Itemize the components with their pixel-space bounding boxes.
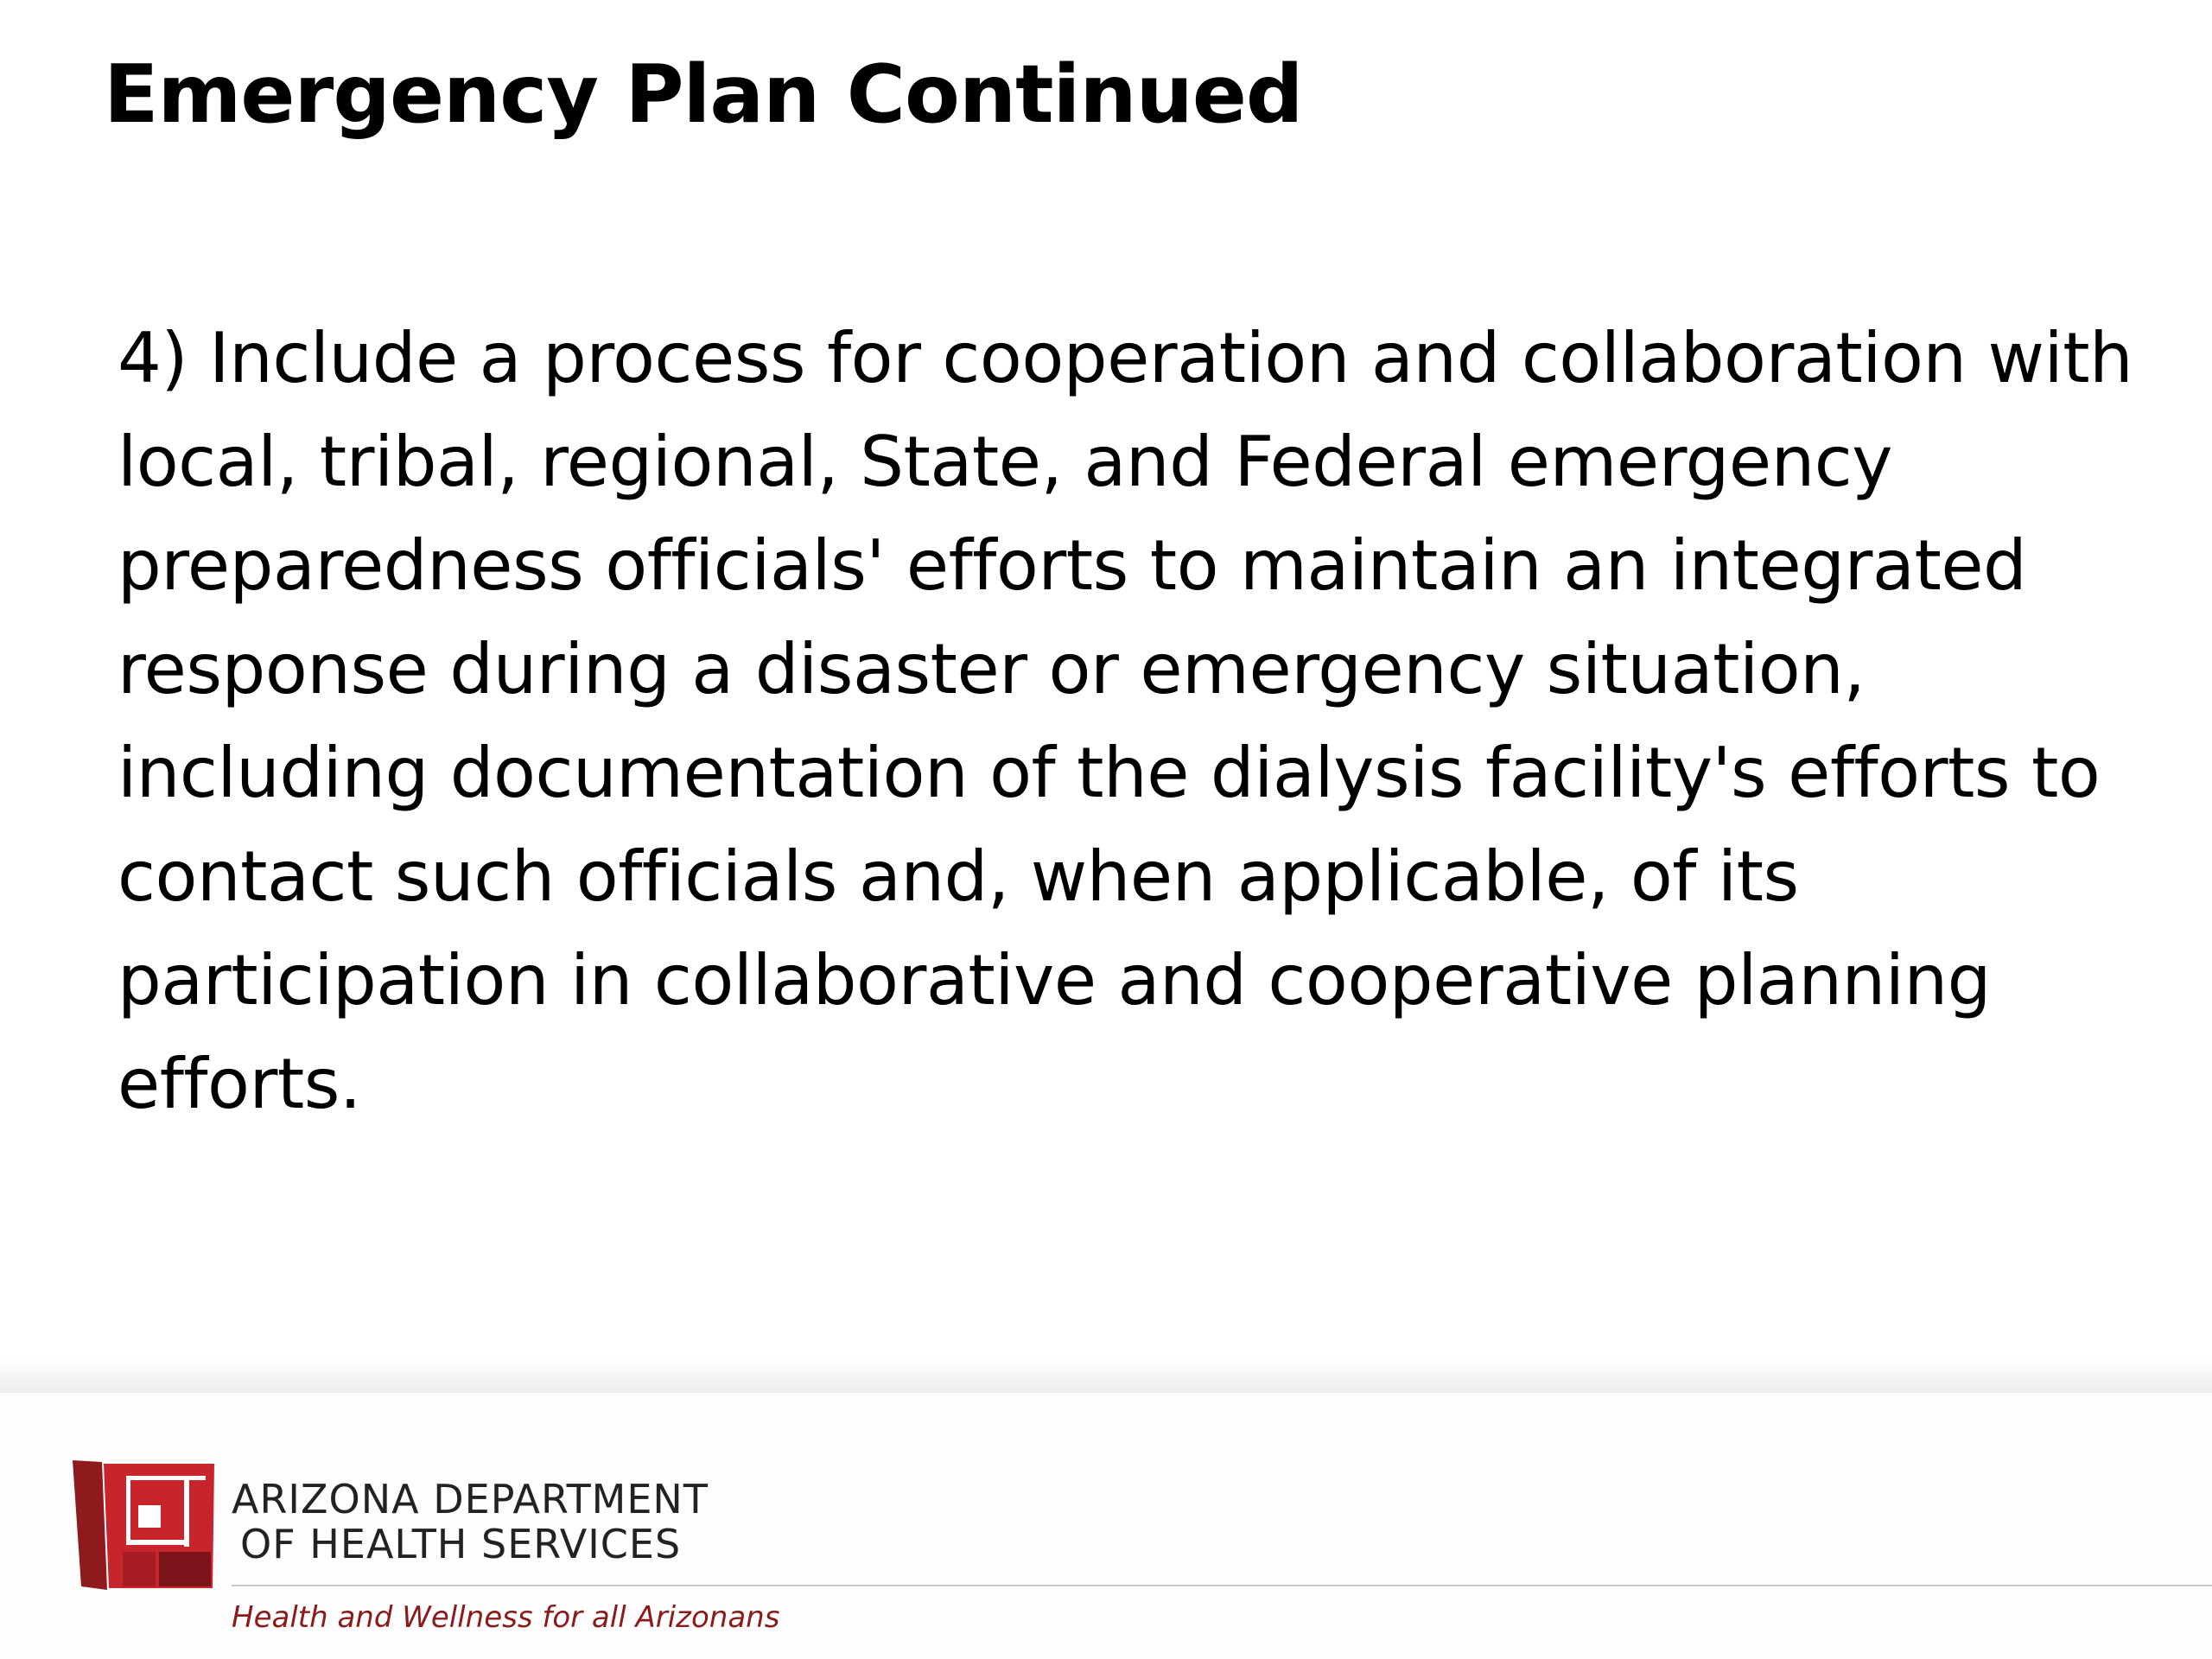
logo-left-bar (73, 1460, 107, 1590)
slide-body-text: 4) Include a process for cooperation and collaboration with local, tribal, regional, State, and Federal emergency preparedness officials' efforts to maintain an integrated response during a disaster or emergency situation, including documentation of the dialysis facility's efforts to contact such officials and, when applicable, of its participation in collaborative and cooperative planning efforts. (118, 318, 2133, 1124)
logo-inner-square (138, 1505, 161, 1528)
org-name-line-1: ARIZONA DEPARTMENT (232, 1476, 709, 1522)
logo-white-line-right (184, 1476, 189, 1547)
logo-lower-block-left (123, 1552, 156, 1586)
footer-shadow (0, 1357, 2212, 1395)
tagline: Health and Wellness for all Arizonans (232, 1600, 780, 1635)
logo-lower-block-right (159, 1552, 211, 1586)
adhs-logo-icon (73, 1460, 214, 1590)
slide-title: Emergency Plan Continued (104, 48, 1303, 141)
logo-white-line-mid (126, 1540, 188, 1545)
org-name-line-2: OF HEALTH SERVICES (240, 1521, 682, 1567)
footer-divider (232, 1585, 2212, 1586)
logo-white-line-top (126, 1476, 206, 1480)
logo-white-line-left (126, 1476, 130, 1545)
